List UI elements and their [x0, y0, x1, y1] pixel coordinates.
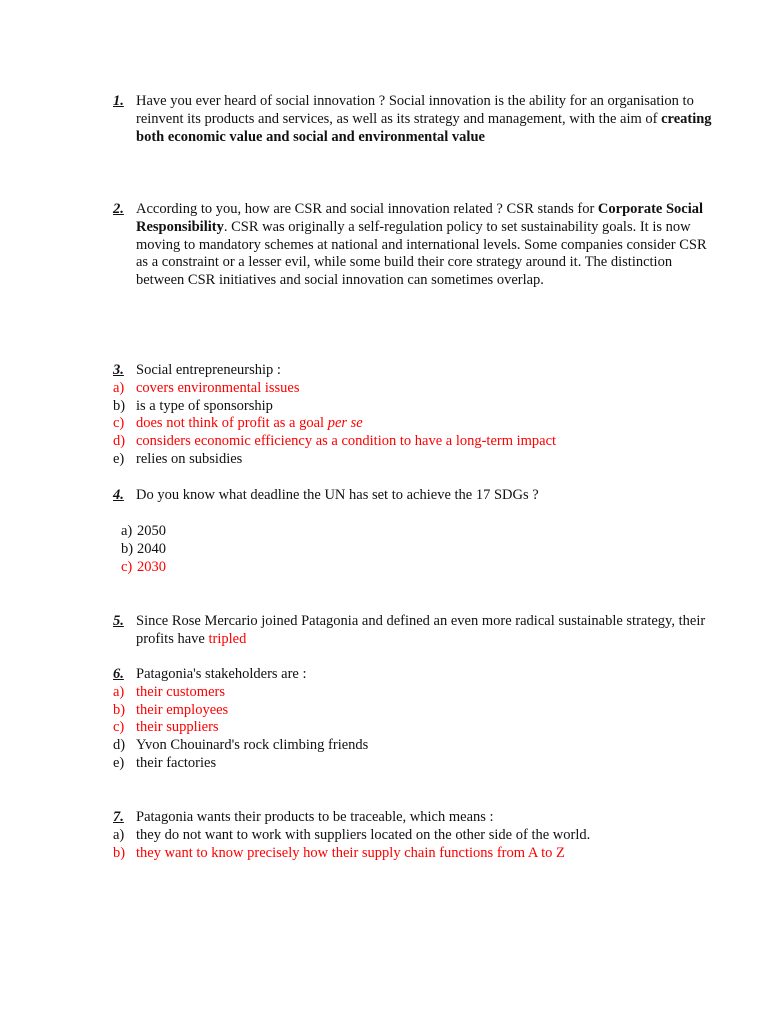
option-text: is a type of sponsorship — [136, 397, 273, 414]
option-text: they want to know precisely how their supply chain functions from A to Z — [136, 844, 565, 861]
option-b — [113, 702, 713, 720]
option-d — [113, 737, 713, 755]
question-number: 5. — [113, 613, 124, 629]
question-text: According to you, how are CSR and social innovation related ? CSR stands for — [136, 201, 598, 217]
option-d — [113, 433, 713, 451]
option-text: 2030 — [137, 558, 166, 575]
option-letter: d) — [113, 433, 126, 450]
question-bold-text: creating both economic value and social and environmental value — [136, 110, 712, 145]
option-c — [121, 559, 166, 577]
option-letter: d) — [113, 737, 126, 754]
option-b — [113, 845, 713, 863]
option-letter: c) — [121, 558, 133, 575]
option-letter: c) — [113, 719, 125, 736]
option-text: their factories — [136, 754, 217, 771]
question-text: Since Rose Mercario joined Patagonia and defined an even more radical sustainable strategy, their profits have — [136, 613, 706, 647]
question-text: Do you know what deadline the UN has set to achieve the 17 SDGs ? — [136, 487, 539, 503]
question-text: Patagonia wants their products to be traceable, which means : — [136, 809, 494, 825]
question-text: Social entrepreneurship : — [136, 362, 281, 378]
question-text-continued: . CSR was originally a self-regulation policy to set sustainability goals. It is now moving to mandatory schemes at national and international levels. Some companies consider CSR as a constraint or a lesser evil, while some build their core strategy around it. The distinction between CSR initiatives and social innovation can sometimes overlap. — [136, 218, 707, 289]
question-1 — [113, 93, 713, 146]
option-letter: c) — [113, 415, 125, 432]
option-text: Yvon Chouinard's rock climbing friends — [136, 737, 369, 754]
option-c — [113, 415, 713, 433]
option-text: does not think of profit as a goal — [136, 415, 328, 432]
question-5 — [113, 613, 713, 649]
option-letter: a) — [113, 379, 125, 396]
option-text: their suppliers — [136, 719, 219, 736]
option-a — [113, 380, 713, 398]
option-text: they do not want to work with suppliers located on the other side of the world. — [136, 826, 591, 843]
option-letter: b) — [121, 540, 134, 557]
option-b — [121, 541, 166, 559]
option-letter: e) — [113, 754, 125, 771]
option-e — [113, 451, 713, 469]
question-4 — [113, 487, 713, 505]
option-letter: b) — [113, 701, 126, 718]
question-6 — [113, 666, 713, 773]
option-a — [121, 523, 166, 541]
option-text: 2040 — [137, 540, 166, 557]
question-bold-text: Corporate Social Responsibility — [136, 201, 704, 235]
option-text: considers economic efficiency as a condition to have a long-term impact — [136, 433, 557, 450]
question-2 — [113, 201, 713, 290]
option-text: covers environmental issues — [136, 379, 300, 396]
question-7 — [113, 809, 713, 862]
option-e — [113, 755, 713, 773]
option-letter: b) — [113, 844, 126, 861]
option-italic-text: per se — [327, 415, 363, 432]
option-text: relies on subsidies — [136, 450, 243, 467]
option-a — [113, 827, 713, 845]
option-text: their employees — [136, 701, 229, 718]
question-number: 7. — [113, 809, 124, 825]
question-number: 1. — [113, 93, 124, 109]
option-letter: a) — [121, 523, 133, 539]
question-3 — [113, 362, 713, 469]
answer-text: tripled — [208, 630, 247, 647]
option-c — [113, 719, 713, 737]
question-text: Have you ever heard of social innovation ? Social innovation is the ability for an organisation to reinvent its products and services, as well as its strategy and management, with the aim of — [136, 93, 694, 127]
option-a — [113, 684, 713, 702]
option-letter: a) — [113, 683, 125, 700]
option-text: their customers — [136, 683, 225, 700]
question-number: 6. — [113, 666, 124, 682]
question-number: 4. — [113, 487, 124, 503]
option-b — [113, 398, 713, 416]
question-number: 2. — [113, 201, 124, 217]
option-letter: a) — [113, 826, 125, 843]
question-text: Patagonia's stakeholders are : — [136, 666, 307, 682]
option-letter: b) — [113, 397, 126, 414]
option-text: 2050 — [137, 523, 166, 539]
question-number: 3. — [113, 362, 124, 378]
question-4-options — [121, 523, 166, 576]
option-letter: e) — [113, 450, 125, 467]
